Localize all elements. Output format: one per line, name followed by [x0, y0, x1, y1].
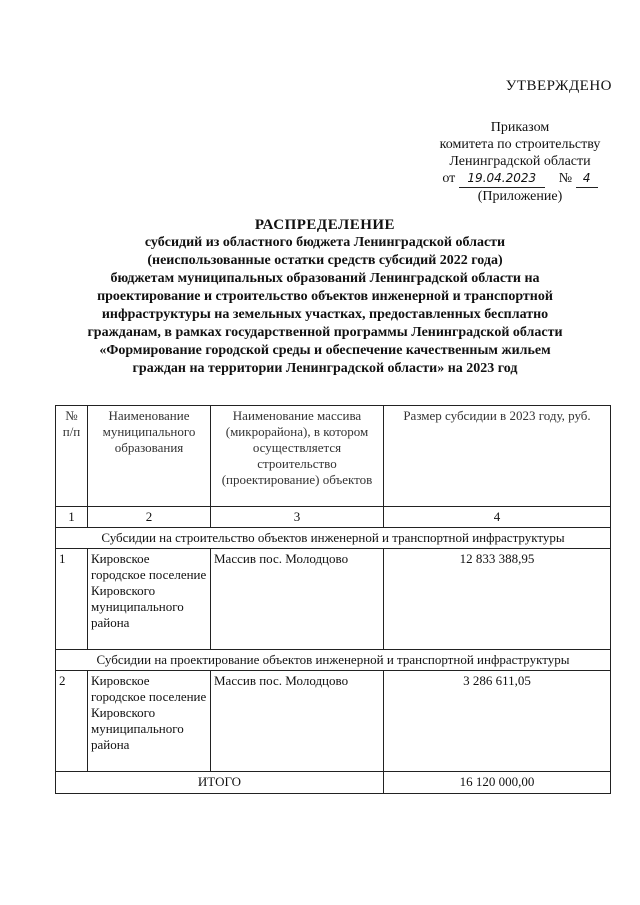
- total-value: 16 120 000,00: [384, 772, 611, 794]
- row-num: 1: [56, 549, 88, 650]
- section-title: Субсидии на строительство объектов инженерной и транспортной инфраструктуры: [56, 528, 611, 549]
- row-municipality: Кировское городское поселение Кировского муниципального района: [88, 549, 211, 650]
- column-number: 1: [56, 507, 88, 528]
- order-date-line: [420, 170, 620, 188]
- row-municipality: Кировское городское поселение Кировского муниципального района: [88, 671, 211, 772]
- column-number: 2: [88, 507, 211, 528]
- title-line: проектирование и строительство объектов инженерной и транспортной: [97, 289, 553, 304]
- column-number: 3: [211, 507, 384, 528]
- header-cell-massif: Наименование массива (микрорайона), в котором осуществляется строительство (проектирование) объектов: [211, 406, 384, 507]
- title-line: (неиспользованные остатки средств субсидий 2022 года): [147, 253, 503, 268]
- subsidy-table: [55, 405, 611, 794]
- title-line: гражданам, в рамках государственной программы Ленинградской области: [87, 325, 563, 340]
- order-reference: [420, 119, 620, 205]
- order-number: 4: [576, 170, 598, 188]
- header-cell-amount: Размер субсидии в 2023 году, руб.: [384, 406, 611, 507]
- table-header-row: [56, 406, 611, 507]
- column-number: 4: [384, 507, 611, 528]
- appendix-label: (Приложение): [477, 189, 563, 204]
- document-title: [70, 216, 580, 378]
- title-heading: РАСПРЕДЕЛЕНИЕ: [254, 217, 396, 233]
- table-row: [56, 549, 611, 650]
- title-line: «Формирование городской среды и обеспечение качественным жильем: [99, 343, 551, 358]
- title-line: инфраструктуры на земельных участках, предоставленных бесплатно: [101, 307, 549, 322]
- order-line: Ленинградской области: [449, 154, 591, 169]
- title-line: бюджетам муниципальных образований Ленинградской области на: [110, 271, 540, 286]
- order-date: 19.04.2023: [459, 170, 545, 188]
- section-row: [56, 650, 611, 671]
- approved-stamp: УТВЕРЖДЕНО: [505, 78, 612, 94]
- section-title: Субсидии на проектирование объектов инженерной и транспортной инфраструктуры: [56, 650, 611, 671]
- date-prefix: от: [442, 171, 456, 186]
- total-row: [56, 772, 611, 794]
- order-line: Приказом: [490, 120, 550, 135]
- row-amount: 12 833 388,95: [384, 549, 611, 650]
- title-line: граждан на территории Ленинградской области» на 2023 год: [132, 361, 518, 376]
- header-cell-num: № п/п: [56, 406, 88, 507]
- row-massif: Массив пос. Молодцово: [211, 549, 384, 650]
- number-prefix: №: [558, 171, 573, 186]
- header-cell-municipality: Наименование муниципального образования: [88, 406, 211, 507]
- row-num: 2: [56, 671, 88, 772]
- table-row: [56, 671, 611, 772]
- section-row: [56, 528, 611, 549]
- column-number-row: [56, 507, 611, 528]
- total-label: ИТОГО: [56, 772, 384, 794]
- row-massif: Массив пос. Молодцово: [211, 671, 384, 772]
- order-line: комитета по строительству: [439, 137, 601, 152]
- title-line: субсидий из областного бюджета Ленинградской области: [144, 235, 506, 250]
- row-amount: 3 286 611,05: [384, 671, 611, 772]
